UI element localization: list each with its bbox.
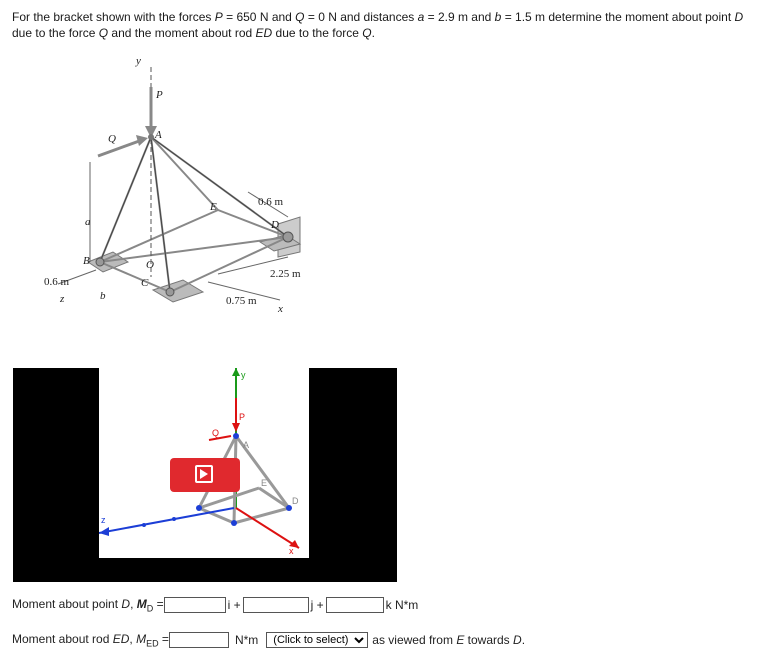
dim-0.75: 0.75 m: [226, 295, 257, 307]
direction-select[interactable]: [266, 632, 368, 648]
j-unit-label: j +: [310, 598, 324, 613]
label-b: b: [100, 290, 106, 302]
label-Q: Q: [108, 133, 116, 145]
video-label-A: A: [243, 440, 250, 450]
dim-0.6-right: 0.6 m: [258, 196, 284, 208]
i-unit-label: i +: [227, 598, 241, 613]
md-j-input[interactable]: [243, 597, 309, 613]
label-A: A: [155, 129, 162, 141]
play-icon: [200, 469, 208, 479]
dim-0.6-left: 0.6 m: [44, 276, 70, 288]
play-button[interactable]: [170, 458, 240, 492]
as-viewed-label: as viewed from E towards D.: [372, 633, 526, 648]
problem-statement: For the bracket shown with the forces P = 650 N and Q = 0 N and distances a = 2.9 m and b = 1.5 m determine the moment about point D due to the force Q and the moment about rod ED due to the force Q.: [12, 10, 744, 40]
label-O: O: [146, 259, 154, 271]
med-unit-label: N*m: [234, 633, 259, 648]
label-z: z: [60, 293, 65, 305]
md-i-input[interactable]: [164, 597, 226, 613]
video-label-y: y: [241, 370, 246, 380]
label-x: x: [278, 303, 283, 315]
label-B: B: [83, 255, 90, 267]
moment-rod-row: [12, 632, 525, 648]
med-label: Moment about rod ED, $M_{ED}$ =: [12, 632, 169, 649]
video-label-z: z: [101, 515, 106, 525]
med-input[interactable]: [169, 632, 229, 648]
label-D: D: [271, 219, 279, 231]
label-a: a: [85, 216, 91, 228]
label-C: C: [141, 277, 149, 289]
video-label-D: D: [292, 496, 299, 506]
label-E: E: [210, 201, 217, 213]
label-y: y: [136, 55, 141, 67]
md-k-input[interactable]: [326, 597, 384, 613]
k-unit-label: k N*m: [385, 598, 419, 613]
moment-point-row: [12, 597, 420, 613]
video-label-x: x: [289, 546, 294, 556]
video-label-P: P: [239, 412, 246, 422]
dim-2.25: 2.25 m: [270, 268, 301, 280]
label-P: P: [156, 89, 163, 101]
bracket-figure: [38, 52, 338, 322]
video-label-E: E: [261, 478, 268, 488]
video-label-Q: Q: [212, 428, 220, 438]
md-label: Moment about point D, $M_D$ =: [12, 597, 164, 614]
